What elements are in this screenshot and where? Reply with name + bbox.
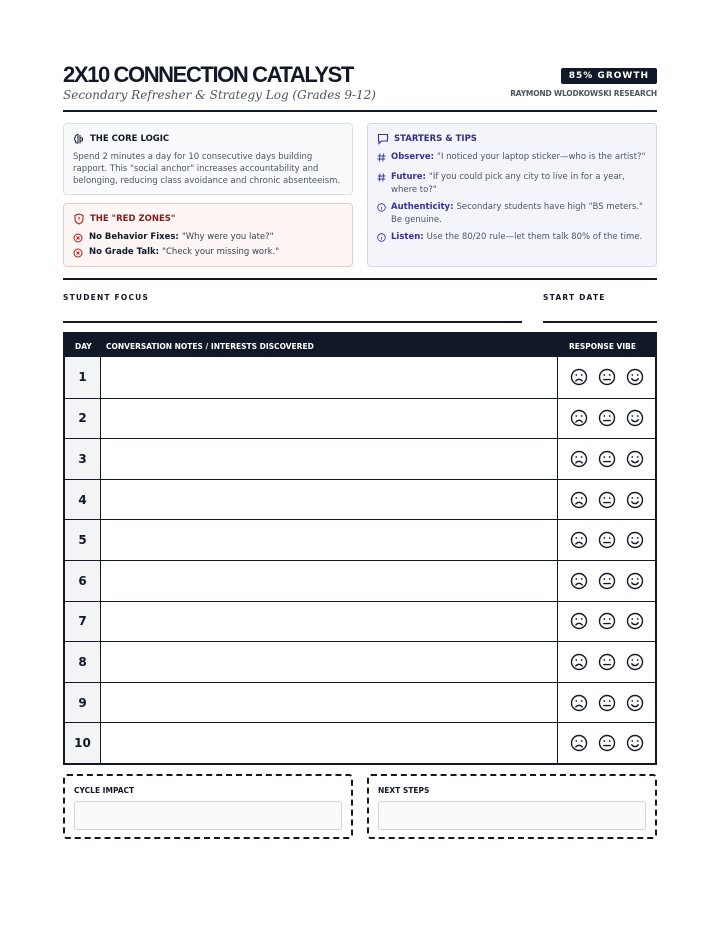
happy-face-icon[interactable] (626, 409, 644, 427)
tip-text: Secondary students have high "BS meters." Be genuine. (391, 202, 643, 225)
red-zones-title: THE "RED ZONES" (90, 214, 176, 224)
red-zones-card (63, 203, 353, 267)
hash-icon (377, 173, 386, 182)
happy-face-icon[interactable] (626, 694, 644, 712)
core-logic-text: Spend 2 minutes a day for 10 consecutive days building rapport. This "social anchor" increases accountability and belonging, reducing class avoidance and chronic absenteeism. (73, 152, 341, 186)
student-focus-label: STUDENT FOCUS (63, 293, 150, 302)
tip-label: Future: (391, 172, 426, 182)
sad-face-icon[interactable] (570, 491, 588, 509)
day-number: 4 (65, 480, 101, 520)
tip-text: "If you could pick any city to live in for a year, where to?" (391, 172, 625, 195)
table-row (65, 438, 655, 479)
sad-face-icon[interactable] (570, 368, 588, 386)
table-row (65, 479, 655, 520)
day-number: 6 (65, 561, 101, 601)
happy-face-icon[interactable] (626, 531, 644, 549)
tip-item (377, 201, 649, 227)
table-body (65, 357, 655, 763)
next-steps-field[interactable] (378, 801, 646, 830)
red-zones-header (73, 213, 175, 225)
chat-bubble-icon (377, 133, 389, 145)
neutral-face-icon[interactable] (598, 368, 616, 386)
tip-item (377, 171, 649, 197)
conversation-notes-cell[interactable] (101, 399, 557, 439)
response-vibe-cell (557, 642, 655, 682)
page-header (63, 62, 657, 112)
shield-alert-icon (73, 213, 85, 225)
vibe-column-header: RESPONSE VIBE (568, 342, 636, 351)
red-zones-list (73, 230, 345, 260)
happy-face-icon[interactable] (626, 491, 644, 509)
starters-tips-card (367, 123, 657, 267)
research-source: RAYMOND WLODKOWSKI RESEARCH (510, 89, 657, 98)
response-vibe-cell (557, 399, 655, 439)
core-logic-header (73, 133, 169, 145)
x-circle-icon (73, 248, 83, 258)
happy-face-icon[interactable] (626, 653, 644, 671)
starters-tips-title: STARTERS & TIPS (394, 134, 477, 144)
red-zone-text: "Why were you late?" (181, 232, 274, 242)
day-number: 7 (65, 602, 101, 642)
response-vibe-cell (557, 723, 655, 763)
sad-face-icon[interactable] (570, 734, 588, 752)
next-steps-label: NEXT STEPS (378, 786, 430, 795)
conversation-notes-cell[interactable] (101, 683, 557, 723)
red-zone-label: No Behavior Fixes: (89, 232, 179, 242)
tip-label: Observe: (391, 152, 435, 162)
starters-tips-list (377, 151, 649, 251)
happy-face-icon[interactable] (626, 734, 644, 752)
response-vibe-cell (557, 520, 655, 560)
conversation-notes-cell[interactable] (101, 642, 557, 682)
start-date-label: START DATE (543, 293, 606, 302)
day-number: 5 (65, 520, 101, 560)
core-logic-title: THE CORE LOGIC (90, 134, 170, 144)
table-row (65, 560, 655, 601)
sad-face-icon[interactable] (570, 531, 588, 549)
neutral-face-icon[interactable] (598, 653, 616, 671)
starters-tips-header (377, 133, 477, 145)
conversation-notes-cell[interactable] (101, 357, 557, 398)
strategy-log-page (63, 62, 657, 795)
happy-face-icon[interactable] (626, 572, 644, 590)
cycle-impact-field[interactable] (74, 801, 342, 830)
red-zone-text: "Check your missing work." (162, 247, 280, 257)
daily-log-table (63, 332, 657, 765)
page-subtitle: Secondary Refresher & Strategy Log (Grades 9-12) (63, 88, 376, 102)
tip-text: Use the 80/20 rule—let them talk 80% of the time. (426, 232, 643, 242)
happy-face-icon[interactable] (626, 612, 644, 630)
sad-face-icon[interactable] (570, 409, 588, 427)
conversation-notes-cell[interactable] (101, 439, 557, 479)
neutral-face-icon[interactable] (598, 612, 616, 630)
tip-item (377, 231, 649, 247)
table-row (65, 601, 655, 642)
sad-face-icon[interactable] (570, 653, 588, 671)
hash-icon (377, 153, 386, 162)
response-vibe-cell (557, 683, 655, 723)
table-row (65, 398, 655, 439)
day-number: 1 (65, 357, 101, 398)
table-row (65, 722, 655, 763)
reflection-section (63, 774, 657, 839)
info-cards (63, 123, 657, 269)
happy-face-icon[interactable] (626, 450, 644, 468)
neutral-face-icon[interactable] (598, 734, 616, 752)
day-number: 8 (65, 642, 101, 682)
sad-face-icon[interactable] (570, 612, 588, 630)
next-steps-box (367, 774, 657, 839)
neutral-face-icon[interactable] (598, 491, 616, 509)
info-icon (377, 233, 386, 242)
neutral-face-icon[interactable] (598, 572, 616, 590)
table-row (65, 682, 655, 723)
student-focus-field[interactable] (63, 321, 522, 323)
red-zone-item (73, 230, 345, 245)
day-number: 10 (65, 723, 101, 763)
table-header (65, 334, 655, 357)
sad-face-icon[interactable] (570, 572, 588, 590)
neutral-face-icon[interactable] (598, 450, 616, 468)
table-row (65, 641, 655, 682)
conversation-notes-cell[interactable] (101, 602, 557, 642)
table-row (65, 357, 655, 398)
neutral-face-icon[interactable] (598, 694, 616, 712)
notes-column-header: CONVERSATION NOTES / INTERESTS DISCOVERED (106, 342, 314, 351)
brain-icon (73, 133, 85, 145)
cycle-impact-box (63, 774, 353, 839)
tip-label: Authenticity: (391, 202, 454, 212)
conversation-notes-cell[interactable] (101, 480, 557, 520)
student-focus-section (63, 278, 657, 322)
page-title: 2X10 CONNECTION CATALYST (63, 62, 353, 87)
cycle-impact-label: CYCLE IMPACT (74, 786, 135, 795)
x-circle-icon (73, 233, 83, 243)
day-number: 9 (65, 683, 101, 723)
neutral-face-icon[interactable] (598, 409, 616, 427)
growth-badge: 85% GROWTH (561, 68, 657, 84)
core-logic-card (63, 123, 353, 195)
response-vibe-cell (557, 480, 655, 520)
neutral-face-icon[interactable] (598, 531, 616, 549)
sad-face-icon[interactable] (570, 450, 588, 468)
response-vibe-cell (557, 357, 655, 398)
conversation-notes-cell[interactable] (101, 561, 557, 601)
table-row (65, 519, 655, 560)
response-vibe-cell (557, 439, 655, 479)
red-zone-label: No Grade Talk: (89, 247, 160, 257)
conversation-notes-cell[interactable] (101, 520, 557, 560)
conversation-notes-cell[interactable] (101, 723, 557, 763)
happy-face-icon[interactable] (626, 368, 644, 386)
tip-label: Listen: (391, 232, 424, 242)
tip-item (377, 151, 649, 167)
day-column-header: DAY (75, 342, 92, 351)
info-icon (377, 203, 386, 212)
day-number: 2 (65, 399, 101, 439)
day-number: 3 (65, 439, 101, 479)
red-zone-item (73, 245, 345, 260)
sad-face-icon[interactable] (570, 694, 588, 712)
start-date-field[interactable] (543, 321, 657, 323)
response-vibe-cell (557, 602, 655, 642)
response-vibe-cell (557, 561, 655, 601)
tip-text: "I noticed your laptop sticker—who is the artist?" (437, 152, 646, 162)
